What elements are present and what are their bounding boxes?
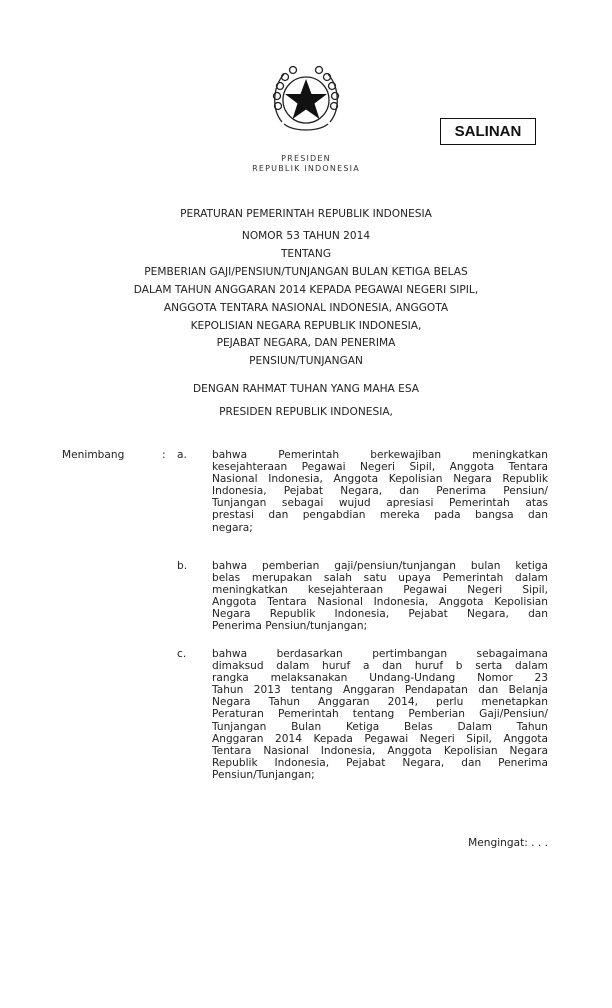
subject-line: DALAM TAHUN ANGGARAN 2014 KEPADA PEGAWAI NEGERI SIPIL, — [133, 284, 479, 296]
menimbang-label: Menimbang — [62, 449, 125, 461]
paragraph-line: bahwa pemberian gaji/pensiun/tunjangan bulan ketiga — [212, 560, 548, 572]
paragraph-line: Peraturan Pemerintah tentang Pemberian Gaji/Pensiun/ — [212, 708, 548, 721]
salinan-stamp: SALINAN — [440, 118, 536, 145]
paragraph-line: bahwa berdasarkan pertimbangan sebagaimana — [212, 648, 548, 660]
consideration-paragraph — [212, 560, 548, 633]
paragraph-line: Tunjangan sebagai wujud apresiasi Pemerintah atas — [212, 497, 548, 510]
invocation: DENGAN RAHMAT TUHAN YANG MAHA ESA — [192, 383, 420, 395]
paragraph-line: prestasi dan pengabdian mereka pada bangsa dan — [212, 509, 548, 522]
garuda-emblem-icon — [268, 62, 344, 136]
paragraph-line: Republik Indonesia, Pejabat Negara, dan Penerima — [212, 756, 548, 769]
paragraph-line: Tunjangan Bulan Ketiga Belas Dalam Tahun — [212, 720, 548, 733]
consideration-paragraph — [212, 648, 548, 781]
subject-line: PEMBERIAN GAJI/PENSIUN/TUNJANGAN BULAN KETIGA BELAS — [144, 266, 468, 278]
paragraph-line: Anggota Tentara Nasional Indonesia, Anggota Kepolisian — [212, 596, 548, 609]
paragraph-line: Negara Republik Indonesia, Pejabat Negara, dan — [212, 608, 548, 621]
paragraph-line: Anggaran 2014 Kepada Pegawai Negeri Sipil, Anggota — [212, 732, 548, 745]
paragraph-line: Indonesia, Pejabat Negara, dan Penerima Pensiun/ — [212, 485, 548, 498]
regulation-title: PERATURAN PEMERINTAH REPUBLIK INDONESIA — [180, 208, 432, 220]
issuer-line-1: PRESIDEN — [281, 154, 331, 163]
item-marker: a. — [177, 449, 187, 461]
paragraph-line: Penerima Pensiun/tunjangan; — [212, 620, 368, 633]
paragraph-line: Tentara Nasional Indonesia, Anggota Kepolisian Negara — [212, 744, 548, 757]
continuation-text: Mengingat: . . . — [468, 837, 548, 849]
consideration-paragraph — [212, 449, 548, 534]
paragraph-line: negara; — [212, 521, 253, 534]
paragraph-line: Negara Tahun Anggaran 2014, perlu menetapkan — [212, 696, 548, 709]
paragraph-line: dimaksud dalam huruf a dan huruf b serta dalam — [212, 660, 548, 673]
paragraph-line: rangka melaksanakan Undang-Undang Nomor 23 — [212, 672, 548, 685]
paragraph-line: belas merupakan salah satu upaya Pemerintah dalam — [212, 572, 548, 585]
subject-line: KEPOLISIAN NEGARA REPUBLIK INDONESIA, — [190, 320, 422, 332]
paragraph-line: Nasional Indonesia, Anggota Kepolisian Negara Republik — [212, 473, 548, 486]
paragraph-line: Tahun 2013 tentang Anggaran Pendapatan dan Belanja — [212, 684, 548, 697]
paragraph-line: bahwa Pemerintah berkewajiban meningkatkan — [212, 449, 548, 461]
paragraph-line: meningkatkan kesejahteraan Pegawai Negeri Sipil, — [212, 584, 548, 597]
tentang-label: TENTANG — [280, 248, 332, 260]
subject-line: PENSIUN/TUNJANGAN — [249, 355, 363, 367]
issuer-line-2: REPUBLIK INDONESIA — [252, 164, 360, 173]
item-marker: b. — [177, 560, 188, 572]
subject-line: ANGGOTA TENTARA NASIONAL INDONESIA, ANGGOTA — [163, 302, 449, 314]
paragraph-line: kesejahteraan Pegawai Negeri Sipil, Anggota Tentara — [212, 461, 548, 474]
item-marker: c. — [177, 648, 187, 660]
paragraph-line: Pensiun/Tunjangan; — [212, 768, 315, 781]
regulation-number: NOMOR 53 TAHUN 2014 — [241, 230, 371, 242]
president-heading: PRESIDEN REPUBLIK INDONESIA, — [219, 406, 393, 418]
menimbang-colon: : — [162, 449, 166, 461]
subject-line: PEJABAT NEGARA, DAN PENERIMA — [216, 337, 396, 349]
